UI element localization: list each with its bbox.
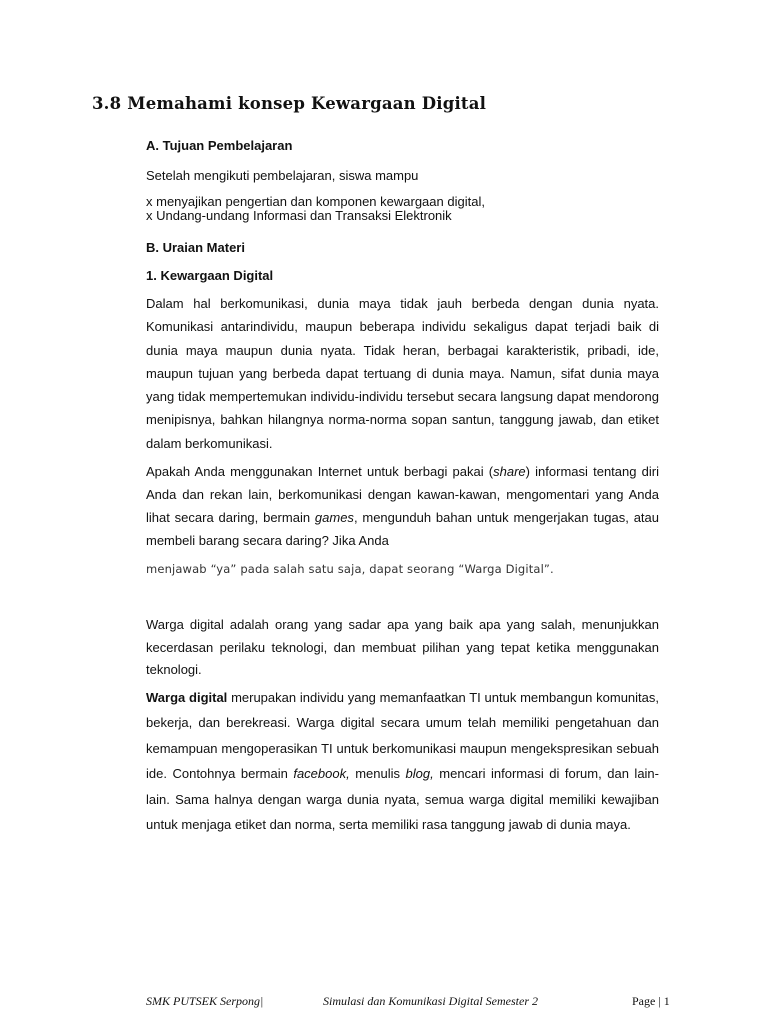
term-facebook: facebook, [293,766,350,782]
footer-course: Simulasi dan Komunikasi Digital Semester 2 [323,994,538,1008]
paragraph-warga-digital-text-2: menulis [349,766,406,782]
paragraph-apakah-anda-last-line: menjawab “ya” pada salah satu saja, dapat seorang “Warga Digital”. [146,562,554,576]
paragraph-apakah-anda-text-1: Apakah Anda menggunakan Internet untuk berbagi pakai ( [146,464,494,479]
page-title: 3.8 Memahami konsep Kewargaan Digital [92,94,487,113]
paragraph-warga-digital-definition: Warga digital adalah orang yang sadar apa yang baik apa yang salah, menunjukkan kecerdasan perilaku teknologi, dan membuat pilihan yang tepat ketika menggunakan teknologi. [146,617,659,678]
footer-page-number: Page | 1 [632,994,670,1008]
paragraph-kewargaan-digital: Dalam hal berkomunikasi, dunia maya tidak jauh berbeda dengan dunia nyata. Komunikasi antarindividu, maupun beberapa individu sekaligus dapat terjadi baik di dunia maya maupun dunia nyata. Tidak heran, berbagai karakteristik, pribadi, ide, maupun tujuan yang berbeda dapat tertuang di dunia maya. Namun, sifat dunia maya yang tidak mempertemukan individu-individu tersebut secara langsung dapat mendorong menipisnya, bahkan hilangnya norma-norma sopan santun, tanggung jawab, dan etiket dalam berkomunikasi. [146,296,659,451]
section-a-title: A. Tujuan Pembelajaran [146,138,293,153]
paragraph-apakah-anda-text-2: ) informasi tentang diri Anda dan rekan lain, berkomunikasi dengan kawan-kawan, mengomentari yang Anda lihat secara daring, bermain [146,464,659,525]
objective-item-2: x Undang-undang Informasi dan Transaksi Elektronik [146,208,452,223]
term-warga-digital: Warga digital [146,690,228,705]
objective-item-1: x menyajikan pengertian dan komponen kewargaan digital, [146,194,485,209]
term-games: games [314,510,354,525]
paragraph-apakah-anda-text-3: , mengunduh bahan untuk mengerjakan tugas, atau membeli barang secara daring? Jika Anda [146,510,660,548]
term-share: share [493,464,526,479]
subsection-1-title: 1. Kewargaan Digital [146,268,274,283]
paragraph-warga-digital-text-3: mencari informasi di forum, dan lain-lain. Sama halnya dengan warga dunia nyata, semua warga digital memiliki kewajiban untuk menjaga etiket dan norma, serta memiliki rasa tanggung jawab di dunia maya. [146,766,659,833]
paragraph-apakah-anda [146,460,659,552]
footer-school: SMK PUTSEK Serpong| [146,994,264,1008]
paragraph-warga-digital-text-1: merupakan individu yang memanfaatkan TI untuk membangun komunitas, bekerja, dan berekreasi. Warga digital secara umum telah memiliki pengetahuan dan kemampuan mengoperasikan TI untuk berkomunikasi maupun mengekspresikan sebuah ide. Contohnya bermain [146,690,659,782]
term-blog: blog, [405,766,434,782]
paragraph-warga-digital-description [146,685,659,837]
section-a-intro: Setelah mengikuti pembelajaran, siswa mampu [146,168,419,183]
section-b-title: B. Uraian Materi [146,240,245,255]
